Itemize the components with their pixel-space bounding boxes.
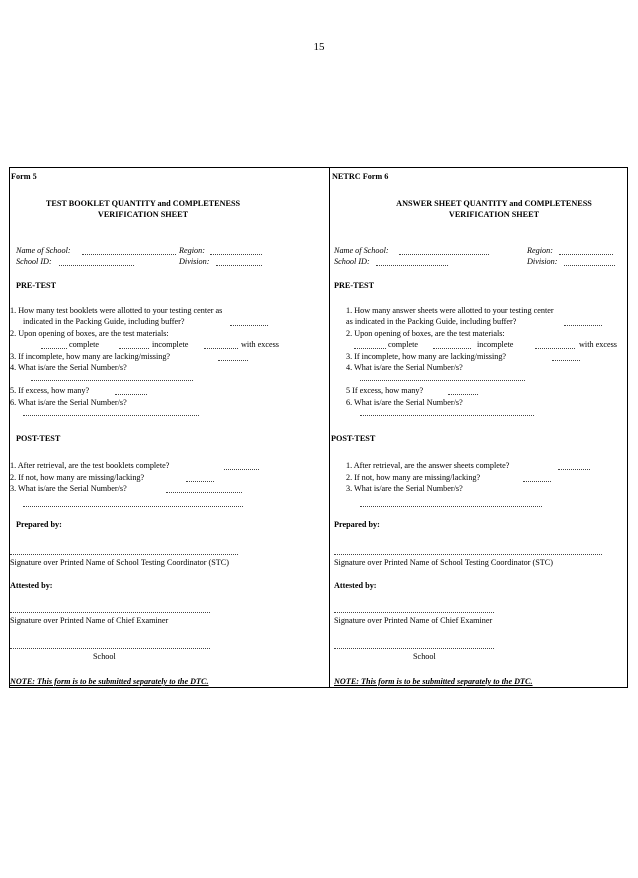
question-1-answer[interactable] <box>564 325 602 326</box>
post-question-1-text: 1. After retrieval, are the test booklets complete? <box>10 461 170 470</box>
form-5-panel <box>9 167 327 688</box>
stc-signature-line[interactable] <box>10 554 238 555</box>
form-title-line2: VERIFICATION SHEET <box>448 210 540 219</box>
submission-note: NOTE: This form is to be submitted separately to the DTC. <box>334 677 533 686</box>
question-5-text: 5 If excess, how many? <box>346 386 424 395</box>
question-3-answer[interactable] <box>552 360 580 361</box>
attested-by-label: Attested by: <box>10 581 53 590</box>
region-label: Region: <box>527 246 553 255</box>
question-5-answer[interactable] <box>115 394 147 395</box>
region-field[interactable] <box>210 254 262 255</box>
question-3-text: 3. If incomplete, how many are lacking/missing? <box>346 352 507 361</box>
attested-by-label: Attested by: <box>334 581 377 590</box>
question-4-answer[interactable] <box>31 380 193 381</box>
form-title-line1: ANSWER SHEET QUANTITY and COMPLETENESS <box>396 199 592 208</box>
region-label: Region: <box>179 246 205 255</box>
school-id-label: School ID: <box>334 257 370 266</box>
school-id-label: School ID: <box>16 257 52 266</box>
post-question-2-answer[interactable] <box>523 481 551 482</box>
form-title-line1: TEST BOOKLET QUANTITY and COMPLETENESS <box>45 199 241 208</box>
question-2-text: 2. Upon opening of boxes, are the test materials: <box>10 329 169 338</box>
question-6-answer[interactable] <box>360 415 534 416</box>
with-excess-field[interactable] <box>535 348 575 349</box>
question-6-text: 6. What is/are the Serial Number/s? <box>346 398 463 407</box>
post-question-3-answer-2[interactable] <box>23 506 243 507</box>
post-question-1-text: 1. After retrieval, are the answer sheets complete? <box>346 461 510 470</box>
question-1-line2: as indicated in the Packing Guide, including buffer? <box>346 317 517 326</box>
question-3-answer[interactable] <box>218 360 248 361</box>
post-question-3-answer[interactable] <box>166 492 242 493</box>
school-id-field[interactable] <box>376 265 448 266</box>
post-question-2-text: 2. If not, how many are missing/lacking? <box>10 473 145 482</box>
chief-examiner-signature-line[interactable] <box>334 612 494 613</box>
division-field[interactable] <box>564 265 615 266</box>
incomplete-label: incomplete <box>152 340 189 349</box>
post-question-3-text: 3. What is/are the Serial Number/s? <box>10 484 127 493</box>
school-id-field[interactable] <box>59 265 134 266</box>
complete-label: complete <box>388 340 419 349</box>
school-caption: School <box>93 652 116 661</box>
stc-signature-line[interactable] <box>334 554 602 555</box>
chief-examiner-signature-line[interactable] <box>10 612 210 613</box>
pretest-heading: PRE-TEST <box>16 281 57 290</box>
division-label: Division: <box>179 257 210 266</box>
name-of-school-field[interactable] <box>399 254 489 255</box>
posttest-heading: POST-TEST <box>331 434 376 443</box>
question-2-text: 2. Upon opening of boxes, are the test materials: <box>346 329 505 338</box>
complete-field[interactable] <box>41 348 67 349</box>
question-1-line2: indicated in the Packing Guide, including buffer? <box>23 317 185 326</box>
question-5-answer[interactable] <box>448 394 478 395</box>
name-of-school-label: Name of School: <box>334 246 389 255</box>
prepared-by-label: Prepared by: <box>16 520 62 529</box>
division-field[interactable] <box>216 265 262 266</box>
question-4-text: 4. What is/are the Serial Number/s? <box>346 363 463 372</box>
question-1-line1: 1. How many answer sheets were allotted to your testing center <box>346 306 554 315</box>
complete-label: complete <box>69 340 100 349</box>
complete-field[interactable] <box>354 348 386 349</box>
question-4-answer[interactable] <box>360 380 525 381</box>
with-excess-field[interactable] <box>204 348 238 349</box>
post-question-3-answer[interactable] <box>360 506 542 507</box>
question-6-text: 6. What is/are the Serial Number/s? <box>10 398 127 407</box>
school-line[interactable] <box>10 648 210 649</box>
incomplete-field[interactable] <box>433 348 471 349</box>
prepared-by-label: Prepared by: <box>334 520 380 529</box>
post-question-1-answer[interactable] <box>558 469 590 470</box>
incomplete-field[interactable] <box>119 348 149 349</box>
form-title-line2: VERIFICATION SHEET <box>97 210 189 219</box>
post-question-2-text: 2. If not, how many are missing/lacking? <box>346 473 481 482</box>
question-1-line1: 1. How many test booklets were allotted to your testing center as <box>10 306 223 315</box>
stc-signature-caption: Signature over Printed Name of School Testing Coordinator (STC) <box>334 558 553 567</box>
with-excess-label: with excess <box>241 340 279 349</box>
school-caption: School <box>413 652 436 661</box>
submission-note: NOTE: This form is to be submitted separately to the DTC. <box>10 677 209 686</box>
form-label: NETRC Form 6 <box>332 172 389 181</box>
post-question-1-answer[interactable] <box>224 469 259 470</box>
with-excess-label: with excess <box>579 340 617 349</box>
form-label: Form 5 <box>11 172 37 181</box>
name-of-school-label: Name of School: <box>16 246 71 255</box>
pretest-heading: PRE-TEST <box>334 281 375 290</box>
question-1-answer[interactable] <box>230 325 268 326</box>
question-6-answer[interactable] <box>23 415 199 416</box>
post-question-2-answer[interactable] <box>186 481 214 482</box>
posttest-heading: POST-TEST <box>16 434 61 443</box>
chief-examiner-caption: Signature over Printed Name of Chief Examiner <box>10 616 169 625</box>
form-6-panel <box>330 167 638 688</box>
question-4-text: 4. What is/are the Serial Number/s? <box>10 363 127 372</box>
page-number: 15 <box>313 41 325 53</box>
incomplete-label: incomplete <box>477 340 514 349</box>
chief-examiner-caption: Signature over Printed Name of Chief Examiner <box>334 616 493 625</box>
name-of-school-field[interactable] <box>82 254 176 255</box>
question-5-text: 5. If excess, how many? <box>10 386 90 395</box>
question-3-text: 3. If incomplete, how many are lacking/missing? <box>10 352 171 361</box>
region-field[interactable] <box>559 254 613 255</box>
stc-signature-caption: Signature over Printed Name of School Testing Coordinator (STC) <box>10 558 229 567</box>
school-line[interactable] <box>334 648 494 649</box>
post-question-3-text: 3. What is/are the Serial Number/s? <box>346 484 463 493</box>
division-label: Division: <box>527 257 558 266</box>
